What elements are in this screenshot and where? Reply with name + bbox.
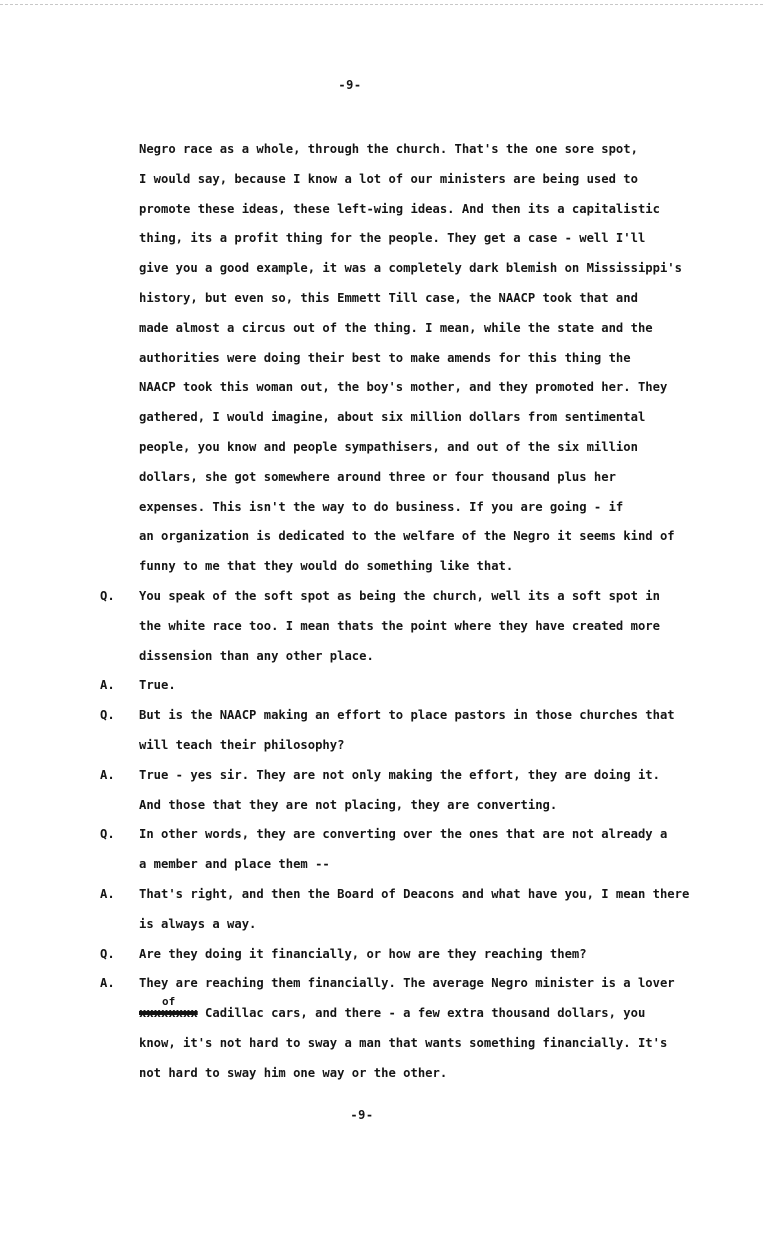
text-line: [100, 791, 700, 821]
line-text: Are they doing it financially, or how are they reaching them?: [139, 946, 587, 961]
speaker-marker: A.: [100, 767, 115, 782]
line-text: give you a good example, it was a completely dark blemish on Mississippi's: [139, 261, 682, 276]
text-line: [100, 344, 700, 374]
transcript-body: [100, 135, 700, 1089]
paragraph-question: [100, 820, 700, 880]
text-line: [100, 254, 700, 284]
text-line: [100, 850, 700, 880]
line-text: will teach their philosophy?: [139, 737, 345, 752]
line-text: promote these ideas, these left-wing ideas. And then its a capitalistic: [139, 201, 660, 216]
text-line: [100, 165, 700, 195]
line-text: know, it's not hard to sway a man that wants something financially. It's: [139, 1035, 668, 1050]
text-line: [100, 582, 700, 612]
text-line: [100, 195, 700, 225]
line-text: Negro race as a whole, through the church. That's the one sore spot,: [139, 142, 638, 156]
paragraph-answer: [100, 880, 700, 940]
line-text: a member and place them --: [139, 857, 330, 872]
text-line: [100, 463, 700, 493]
text-line: [100, 522, 700, 552]
page-top-edge: [0, 4, 763, 5]
line-text: an organization is dedicated to the welfare of the Negro it seems kind of: [139, 529, 675, 544]
paragraph-question: [100, 940, 700, 970]
text-line: [100, 761, 700, 791]
paragraph-answer: [100, 761, 700, 821]
speaker-marker: A.: [100, 976, 115, 991]
page-number-top: -9-: [338, 78, 362, 92]
paragraph-question: [100, 582, 700, 671]
paragraph-answer-continued: [100, 135, 700, 582]
line-text: made almost a circus out of the thing. I mean, while the state and the: [139, 320, 653, 335]
text-line: [100, 995, 700, 1029]
text-line: [100, 552, 700, 582]
text-line: [100, 701, 700, 731]
text-line: [100, 314, 700, 344]
speaker-marker: Q.: [100, 946, 115, 961]
page-number-bottom: -9-: [350, 1108, 374, 1122]
paragraph-question: [100, 701, 700, 761]
paragraph-answer: [100, 969, 700, 1088]
text-line: [100, 403, 700, 433]
text-line: [100, 642, 700, 672]
text-line: [100, 284, 700, 314]
line-text: And those that they are not placing, they are converting.: [139, 797, 558, 812]
text-line: [100, 731, 700, 761]
line-text: gathered, I would imagine, about six million dollars from sentimental: [139, 410, 646, 425]
line-text: the white race too. I mean thats the point where they have created more: [139, 618, 660, 633]
line-text: thing, its a profit thing for the people. They get a case - well I'll: [139, 231, 646, 246]
text-line: [100, 493, 700, 523]
text-line: [100, 940, 700, 970]
text-line: [100, 224, 700, 254]
text-line: [100, 433, 700, 463]
line-text: True.: [139, 678, 176, 693]
speaker-marker: A.: [100, 678, 115, 693]
text-line: [100, 135, 700, 165]
line-text: NAACP took this woman out, the boy's mother, and they promoted her. They: [139, 380, 668, 395]
paragraph-answer: [100, 671, 700, 701]
line-text: True - yes sir. They are not only making the effort, they are doing it.: [139, 767, 660, 782]
line-text: That's right, and then the Board of Deacons and what have you, I mean there: [139, 886, 690, 901]
line-text: funny to me that they would do something like that.: [139, 559, 514, 574]
line-text: history, but even so, this Emmett Till case, the NAACP took that and: [139, 290, 638, 305]
handwritten-insertion: of: [162, 995, 176, 1009]
line-text: Cadillac cars, and there - a few extra thousand dollars, you: [205, 1006, 646, 1021]
line-text: dissension than any other place.: [139, 648, 374, 663]
text-line: [100, 880, 700, 910]
struck-word: xxxxxxxx: [139, 1006, 198, 1021]
line-text: people, you know and people sympathisers, and out of the six million: [139, 439, 638, 454]
line-text: I would say, because I know a lot of our ministers are being used to: [139, 171, 638, 186]
text-line: [100, 373, 700, 403]
line-text: You speak of the soft spot as being the church, well its a soft spot in: [139, 588, 660, 603]
line-text: They are reaching them financially. The average Negro minister is a lover: [139, 976, 675, 991]
line-text: In other words, they are converting over the ones that are not already a: [139, 827, 668, 842]
text-line: [100, 910, 700, 940]
text-line: [100, 1029, 700, 1059]
line-text: dollars, she got somewhere around three or four thousand plus her: [139, 469, 616, 484]
text-line: [100, 820, 700, 850]
speaker-marker: Q.: [100, 708, 115, 723]
speaker-marker: Q.: [100, 588, 115, 603]
speaker-marker: A.: [100, 886, 115, 901]
text-line: [100, 612, 700, 642]
line-text-with-strike: [139, 999, 645, 1029]
text-line: [100, 969, 700, 999]
line-text: is always a way.: [139, 916, 257, 931]
speaker-marker: Q.: [100, 827, 115, 842]
text-line: [100, 1059, 700, 1089]
line-text: not hard to sway him one way or the other.: [139, 1065, 448, 1080]
line-text: authorities were doing their best to make amends for this thing the: [139, 350, 631, 365]
line-text: But is the NAACP making an effort to place pastors in those churches that: [139, 708, 675, 723]
line-text: expenses. This isn't the way to do business. If you are going - if: [139, 499, 624, 514]
text-line: [100, 671, 700, 701]
